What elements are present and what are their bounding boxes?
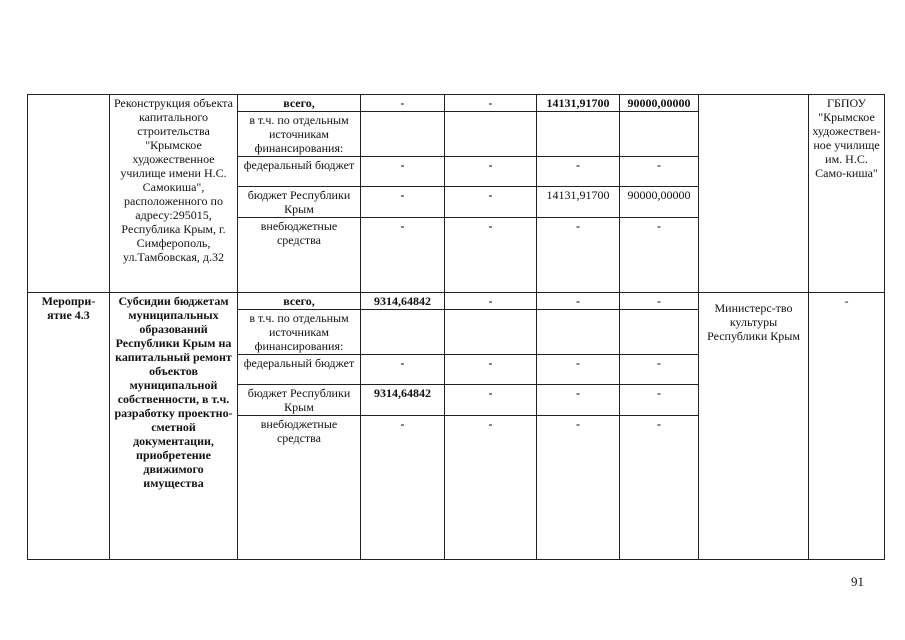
value-cell <box>537 112 620 157</box>
value-cell: 14131,91700 <box>537 187 620 218</box>
value-cell: - <box>620 385 699 416</box>
value-cell: - <box>537 355 620 385</box>
value-cell: 9314,64842 <box>361 293 445 310</box>
value-cell: - <box>445 218 537 293</box>
value-cell: 14131,91700 <box>537 95 620 112</box>
source-cell: федеральный бюджет <box>238 355 361 385</box>
source-cell: внебюджетные средства <box>238 416 361 560</box>
value-cell <box>445 112 537 157</box>
value-cell: - <box>361 157 445 187</box>
value-cell: - <box>445 187 537 218</box>
measure-number-cell: Меропри-ятие 4.3 <box>28 293 110 560</box>
executor-cell <box>699 95 809 293</box>
recipient-cell: - <box>809 293 885 560</box>
value-cell: - <box>620 218 699 293</box>
value-cell: - <box>620 355 699 385</box>
source-cell: бюджет Республики Крым <box>238 187 361 218</box>
value-cell <box>361 310 445 355</box>
source-cell: всего, <box>238 95 361 112</box>
table-row <box>28 293 885 310</box>
value-cell: - <box>445 95 537 112</box>
recipient-cell: ГБПОУ "Крымское художествен-ное училище им. Н.С. Само-киша" <box>809 95 885 293</box>
source-cell: бюджет Республики Крым <box>238 385 361 416</box>
source-cell: в т.ч. по отдельным источникам финансирования: <box>238 310 361 355</box>
value-cell <box>445 310 537 355</box>
executor-cell: Министерс-тво культуры Республики Крым <box>699 293 809 560</box>
value-cell: - <box>620 157 699 187</box>
source-cell: федеральный бюджет <box>238 157 361 187</box>
value-cell <box>537 310 620 355</box>
value-cell: - <box>537 416 620 560</box>
value-cell: - <box>445 293 537 310</box>
source-cell: всего, <box>238 293 361 310</box>
value-cell <box>361 112 445 157</box>
page-number: 91 <box>851 574 864 589</box>
value-cell: - <box>361 355 445 385</box>
value-cell: - <box>537 157 620 187</box>
value-cell: - <box>361 187 445 218</box>
value-cell: - <box>445 157 537 187</box>
value-cell <box>620 310 699 355</box>
value-cell: - <box>620 293 699 310</box>
measure-title-cell: Реконструкция объекта капитального строительства "Крымское художественное училище имени Н.С. Самокиша", расположенного по адресу:295015, Республика Крым, г. Симферополь, ул.Тамбовская, д.32 <box>110 95 238 293</box>
value-cell: - <box>537 385 620 416</box>
value-cell: 90000,00000 <box>620 95 699 112</box>
value-cell: - <box>620 416 699 560</box>
measure-number-cell <box>28 95 110 293</box>
value-cell: - <box>445 355 537 385</box>
measure-title-cell: Субсидии бюджетам муниципальных образований Республики Крым на капитальный ремонт объектов муниципальной собственности, в т.ч. разработку проектно-сметной документации, приобретение движимого имущества <box>110 293 238 560</box>
table-row <box>28 95 885 112</box>
source-cell: в т.ч. по отдельным источникам финансирования: <box>238 112 361 157</box>
value-cell: - <box>361 416 445 560</box>
value-cell: - <box>361 95 445 112</box>
value-cell: - <box>445 416 537 560</box>
value-cell <box>620 112 699 157</box>
budget-table <box>27 94 885 560</box>
value-cell: - <box>445 385 537 416</box>
value-cell: - <box>537 218 620 293</box>
value-cell: 90000,00000 <box>620 187 699 218</box>
value-cell: - <box>361 218 445 293</box>
value-cell: 9314,64842 <box>361 385 445 416</box>
source-cell: внебюджетные средства <box>238 218 361 293</box>
value-cell: - <box>537 293 620 310</box>
